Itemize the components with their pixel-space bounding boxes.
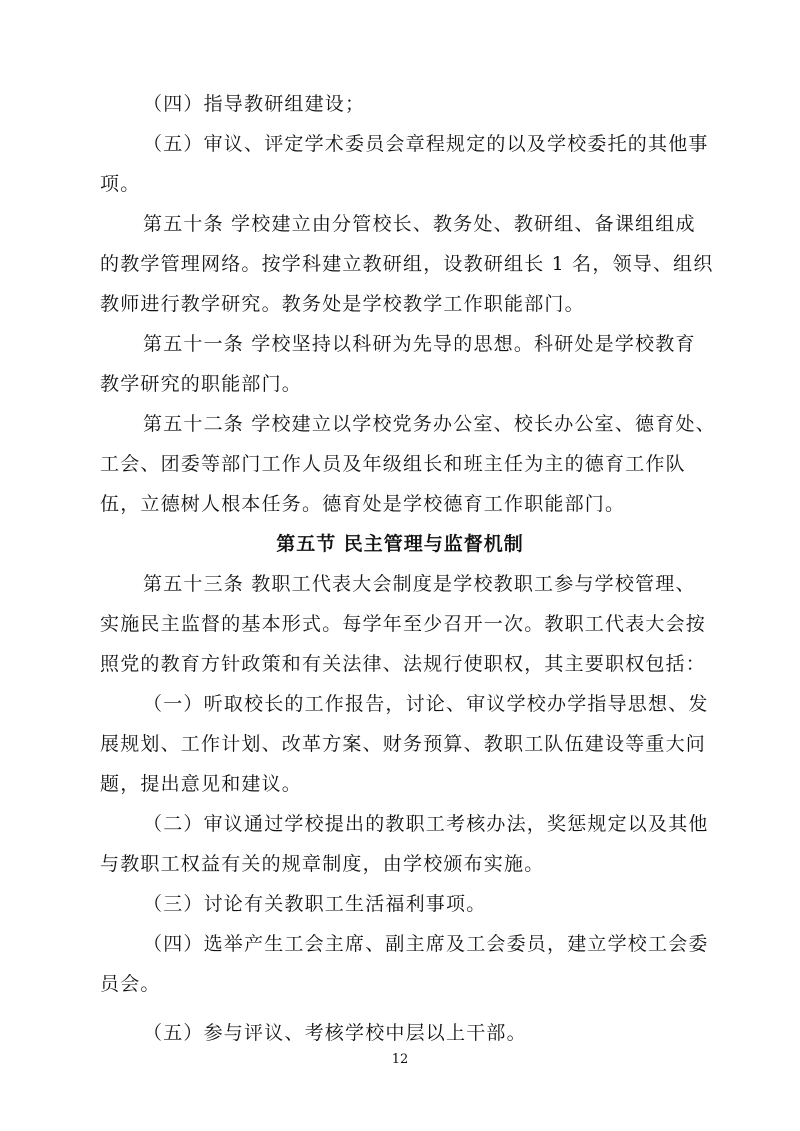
text-line: 实施民主监督的基本形式。每学年至少召开一次。教职工代表大会按 [100, 613, 707, 635]
text-line: （五）参与评议、考核学校中层以上干部。 [143, 1022, 527, 1044]
text-line: 题，提出意见和建议。 [100, 773, 303, 795]
text-line: 工会、团委等部门工作人员及年级组长和班主任为主的德育工作队 [100, 453, 686, 475]
page-number: 12 [391, 1052, 409, 1067]
text-line: 员会。 [100, 973, 161, 995]
text-line: （二）审议通过学校提出的教职工考核办法，奖惩规定以及其他 [143, 813, 709, 835]
section-heading: 第五节 民主管理与监督机制 [276, 533, 524, 555]
text-line: 项。 [100, 173, 141, 195]
text-line: 教师进行教学研究。教务处是学校教学工作职能部门。 [100, 293, 585, 315]
text-line: 第五十二条 学校建立以学校党务办公室、校长办公室、德育处、 [143, 413, 716, 435]
text-line: （四）指导教研组建设； [143, 93, 366, 115]
text-line: 第五十条 学校建立由分管校长、教务处、教研组、备课组组成 [143, 213, 696, 235]
text-line: 第五十三条 教职工代表大会制度是学校教职工参与学校管理、 [143, 573, 696, 595]
text-line: 教学研究的职能部门。 [100, 373, 303, 395]
text-line: 伍，立德树人根本任务。德育处是学校德育工作职能部门。 [100, 493, 626, 515]
text-line: （五）审议、评定学术委员会章程规定的以及学校委托的其他事 [143, 133, 709, 155]
text-line: 展规划、工作计划、改革方案、财务预算、教职工队伍建设等重大问 [100, 733, 707, 755]
text-line: 第五十一条 学校坚持以科研为先导的思想。科研处是学校教育 [143, 333, 696, 355]
text-line: （三）讨论有关教职工生活福利事项。 [143, 893, 487, 915]
text-line: （一）听取校长的工作报告，讨论、审议学校办学指导思想、发 [143, 693, 709, 715]
text-line: 的教学管理网络。按学科建立教研组，设教研组长 1 名，领导、组织 [100, 253, 714, 275]
text-line: 照党的教育方针政策和有关法律、法规行使职权，其主要职权包括： [100, 653, 707, 675]
text-line: 与教职工权益有关的规章制度，由学校颁布实施。 [100, 853, 545, 875]
text-line: （四）选举产生工会主席、副主席及工会委员，建立学校工会委 [143, 933, 709, 955]
